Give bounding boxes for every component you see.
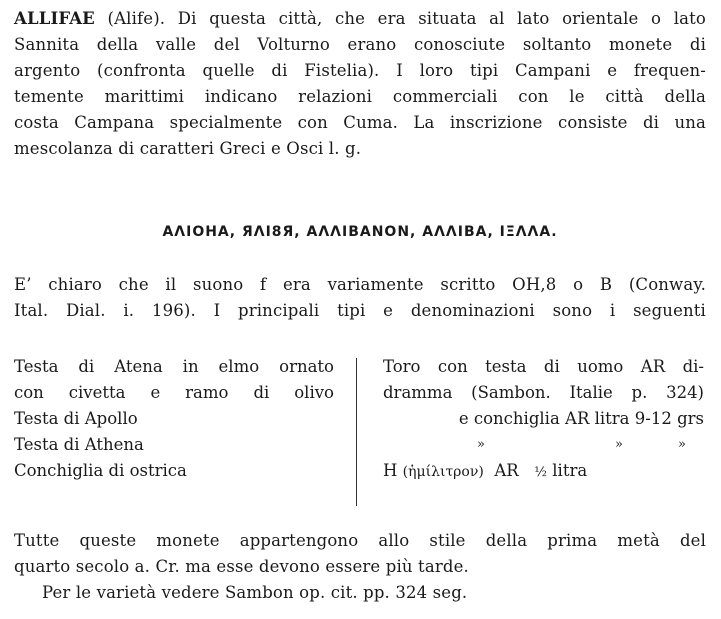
obverse-entry: Testa di Apollo xyxy=(14,409,138,428)
paragraph-line: Tutte queste monete appartengono allo stile della prima metà del xyxy=(14,531,706,550)
paragraph-conclusion xyxy=(14,528,706,606)
reverse-entry: e conchiglia AR litra 9-12 grs xyxy=(458,409,704,428)
entry-heading: ALLIFAE xyxy=(14,9,95,28)
paragraph-line: ALLIFAE (Alife). Di questa città, che era situata al lato orientale o lato xyxy=(14,9,706,28)
obverse-entry: Testa di Atena in elmo ornato xyxy=(14,357,334,376)
coin-legend: ΑΛΙΟΗΑ, ЯΛΙ8Я, ΑΛΛΙΒΑΝΟΝ, ΑΛΛΙΒΑ, ΙΞΛΛΑ. xyxy=(162,224,558,240)
reverse-column xyxy=(383,354,704,486)
paragraph-line: costa Campana specialmente con Cuma. La inscrizione consiste di una xyxy=(14,113,706,132)
coin-types-table xyxy=(14,354,706,504)
ditto-mark: » xyxy=(477,437,485,452)
paragraph-line: temente marittimi indicano relazioni commerciali con le città della xyxy=(14,87,706,106)
greek-term: (ἡμίλιτρον) xyxy=(402,464,484,480)
ditto-row xyxy=(383,432,704,458)
paragraph-allifae xyxy=(14,6,706,162)
paragraph-line: argento (confronta quelle di Fistelia). I loro tipi Campani e frequen- xyxy=(14,61,706,80)
paragraph-spelling xyxy=(14,272,706,324)
paragraph-line: quarto secolo a. Cr. ma esse devono essere più tarde. xyxy=(14,557,469,576)
paragraph-line: mescolanza di caratteri Greci e Osci l. g. xyxy=(14,139,362,158)
column-divider xyxy=(356,358,357,506)
fraction: ½ xyxy=(534,465,548,480)
reverse-entry: dramma (Sambon. Italie p. 324) xyxy=(383,383,704,402)
obverse-entry: Testa di Athena xyxy=(14,435,144,454)
paragraph-line: Sannita della valle del Volturno erano conosciute soltanto monete di xyxy=(14,35,706,54)
document-page xyxy=(14,6,706,602)
reverse-entry: H (ἡμίλιτρον) AR ½ litra xyxy=(383,461,588,480)
ditto-mark: » xyxy=(678,437,686,452)
obverse-column xyxy=(14,354,334,484)
reverse-entry: Toro con testa di uomo AR di- xyxy=(383,357,704,376)
obverse-entry: Conchiglia di ostrica xyxy=(14,461,187,480)
paragraph-line: E’ chiaro che il suono f era variamente scritto OH,8 o B (Conway. xyxy=(14,275,706,294)
paragraph-line: Per le varietà vedere Sambon op. cit. pp. 324 seg. xyxy=(42,583,468,602)
ditto-mark: » xyxy=(615,437,623,452)
paragraph-line: Ital. Dial. i. 196). I principali tipi e denominazioni sono i seguenti xyxy=(14,301,706,320)
obverse-entry: con civetta e ramo di olivo xyxy=(14,383,334,402)
